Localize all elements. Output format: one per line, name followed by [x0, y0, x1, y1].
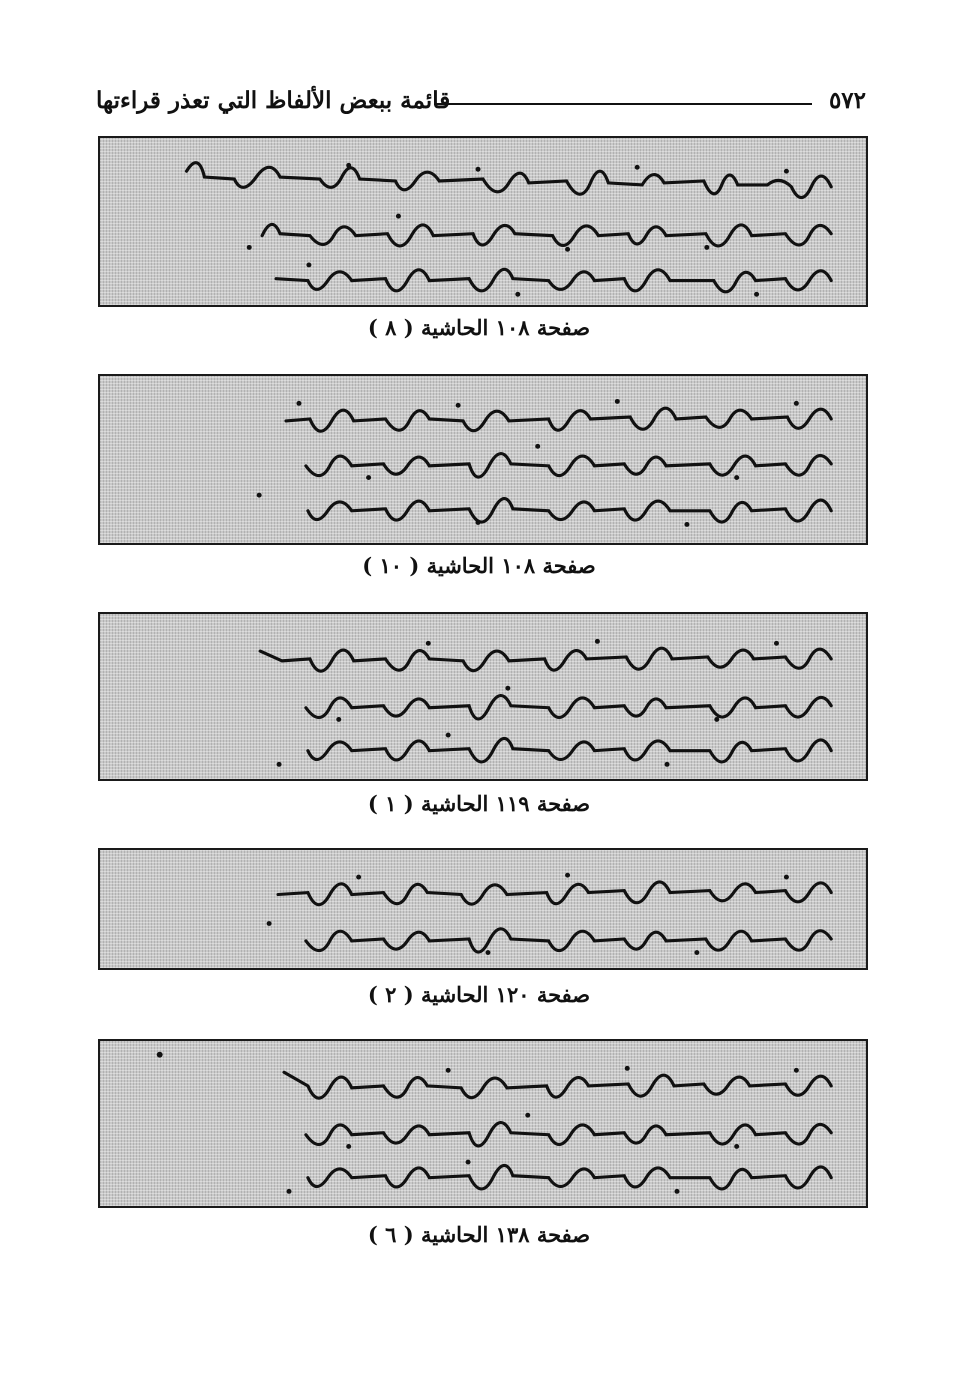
- caption-5: صفحة ١٣٨ الحاشية ( ٦ ): [367, 1222, 591, 1247]
- caption-1: صفحة ١٠٨ الحاشية ( ٨ ): [367, 315, 591, 340]
- caption-3: صفحة ١١٩ الحاشية ( ١ ): [367, 791, 591, 816]
- manuscript-image: [98, 848, 868, 970]
- handwriting-lines: [100, 376, 866, 543]
- handwriting-lines: [100, 850, 866, 968]
- handwriting-lines: [100, 138, 866, 305]
- manuscript-image: [98, 136, 868, 307]
- handwriting-lines: [100, 614, 866, 779]
- manuscript-image: [98, 1039, 868, 1208]
- page-header: [96, 86, 866, 122]
- handwriting-lines: [100, 1041, 866, 1206]
- page-number: ٥٧٢: [828, 87, 866, 114]
- running-title: قائمة ببعض الألفاظ التي تعذر قراءتها: [96, 87, 451, 114]
- caption-4: صفحة ١٢٠ الحاشية ( ٢ ): [367, 982, 591, 1007]
- caption-2: صفحة ١٠٨ الحاشية ( ١٠ ): [362, 553, 596, 578]
- manuscript-image: [98, 612, 868, 781]
- manuscript-image: [98, 374, 868, 545]
- header-rule: [434, 103, 812, 105]
